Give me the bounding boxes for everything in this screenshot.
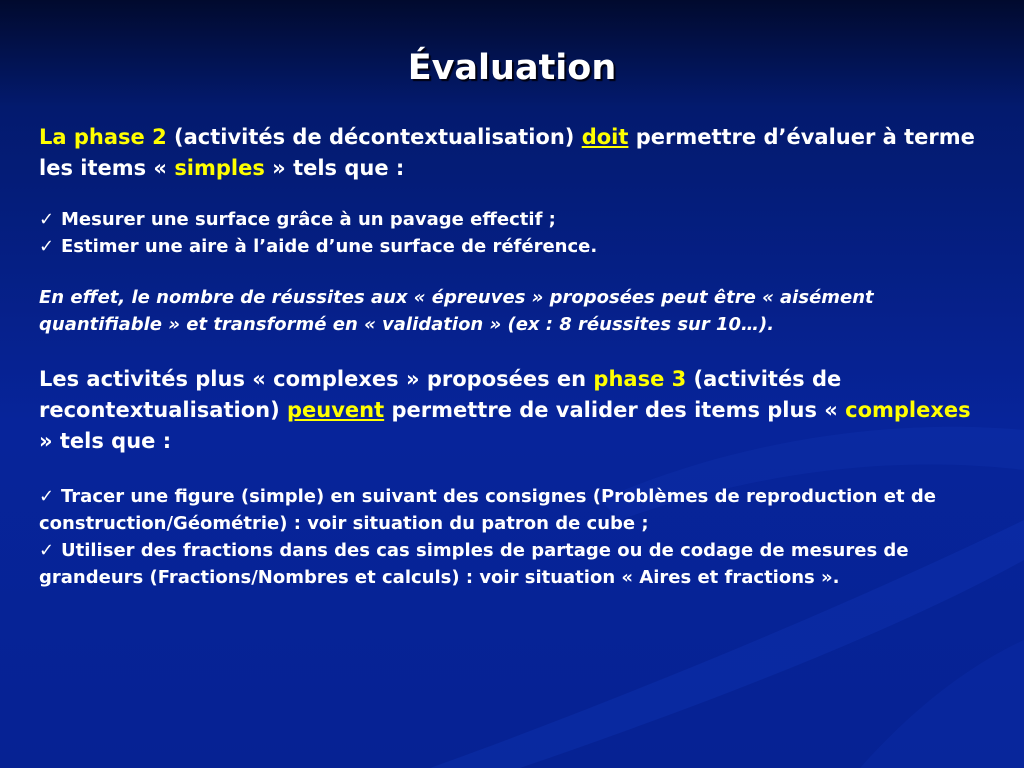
list-item-complex-1 xyxy=(39,483,989,537)
paragraph-phase-3 xyxy=(39,364,989,457)
checkmark-icon: ✓ xyxy=(39,209,55,230)
intro-paragraph-phase-2 xyxy=(39,122,989,184)
list-item-simple-1 xyxy=(39,206,989,233)
p3-text-e: permettre de valider des items plus « xyxy=(384,398,846,422)
list-item-text: Mesurer une surface grâce à un pavage effectif ; xyxy=(61,209,556,230)
p1-text-b: (activités de décontextualisation) xyxy=(166,125,582,149)
explanation-paragraph: En effet, le nombre de réussites aux « épreuves » proposées peut être « aisément quantifiable » et transformé en « validation » (ex : 8 réussites sur 10…). xyxy=(39,287,874,335)
p1-text-d: permettre d’évaluer à terme les items « xyxy=(39,125,975,180)
p3-text-c: (activités de recontextualisation) xyxy=(39,367,842,422)
phase-2-label: La phase 2 xyxy=(39,125,167,149)
list-item-complex-2 xyxy=(39,537,989,591)
complexes-emphasis: complexes xyxy=(845,398,971,422)
p3-text-a: Les activités plus « complexes » proposées en xyxy=(39,367,594,391)
doit-emphasis: doit xyxy=(581,125,629,149)
peuvent-emphasis: peuvent xyxy=(287,398,385,422)
checkmark-icon: ✓ xyxy=(39,540,55,561)
p1-text-f: » tels que : xyxy=(264,156,405,180)
p3-text-g: » tels que : xyxy=(39,429,172,453)
checkmark-icon: ✓ xyxy=(39,236,55,257)
list-item-text: Estimer une aire à l’aide d’une surface de référence. xyxy=(61,236,598,257)
list-item-text: Utiliser des fractions dans des cas simples de partage ou de codage de mesures de grandeurs (Fractions/Nombres et calculs) : voir situation « Aires et fractions ». xyxy=(39,540,909,588)
simples-emphasis: simples xyxy=(174,156,265,180)
phase-3-label: phase 3 xyxy=(593,367,687,391)
list-item-text: Tracer une figure (simple) en suivant des consignes (Problèmes de reproduction et de construction/Géométrie) : voir situation du patron de cube ; xyxy=(39,486,936,534)
list-item-simple-2 xyxy=(39,233,989,260)
checkmark-icon: ✓ xyxy=(39,486,55,507)
slide-title: Évaluation xyxy=(407,48,617,88)
slide-content xyxy=(39,122,989,591)
